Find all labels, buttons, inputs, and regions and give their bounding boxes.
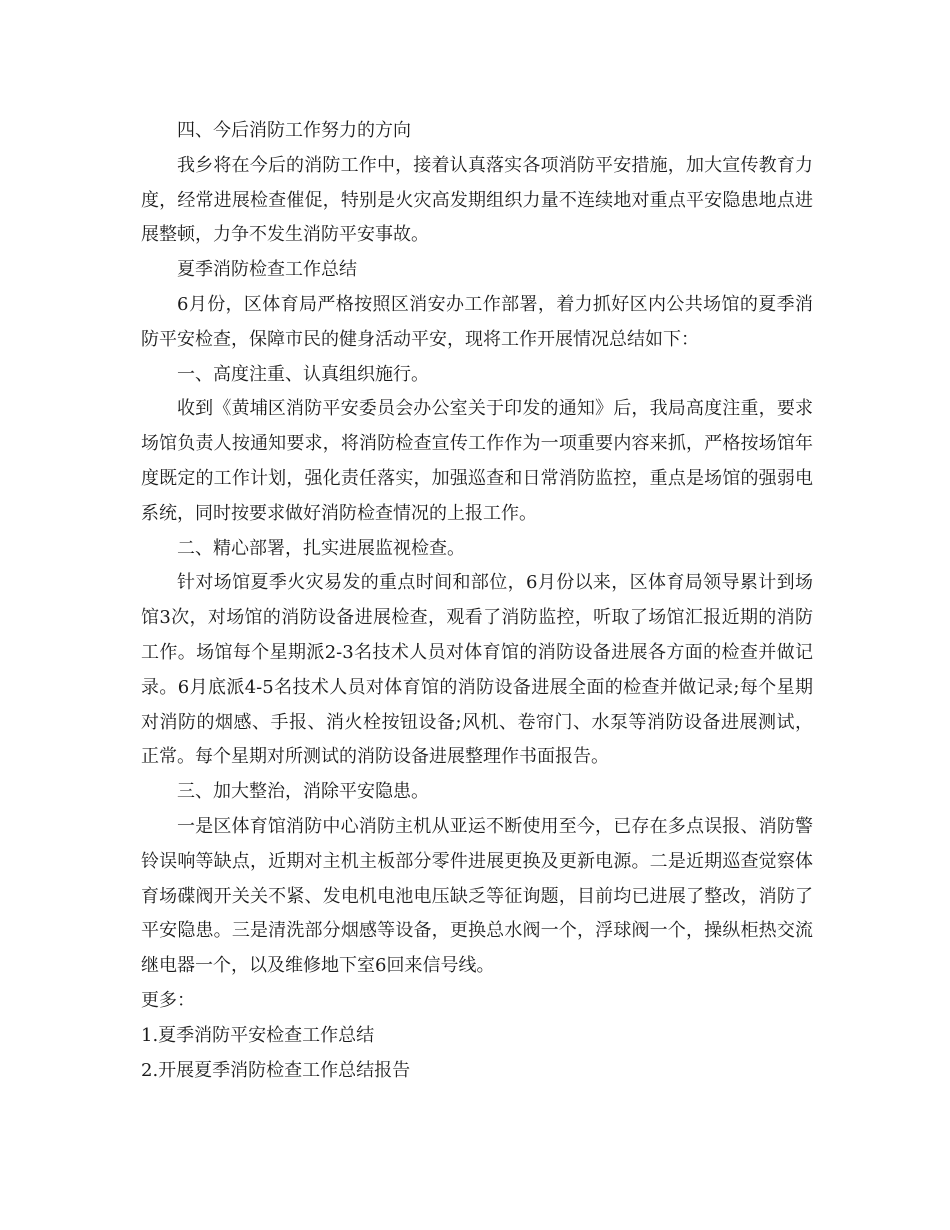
section-heading-future-direction: 四、今后消防工作努力的方向 xyxy=(177,120,411,141)
more-label: 更多： xyxy=(141,989,195,1011)
document-body xyxy=(141,114,813,1088)
section-heading-1: 一、高度注重、认真组织施行。 xyxy=(177,363,429,385)
paragraph: 一是区体育馆消防中心消防主机从亚运不断使用至今，已存在多点误报、消防警铃误响等缺点，近期对主机主板部分零件进展更换及更新电源。二是近期巡查觉察体育场碟阀开关关不紧、发电机电池电压缺乏等征询题，目前均已进展了整改，消防了平安隐患。三是清洗部分烟感等设备，更换总水阀一个，浮球阀一个，操纵柜热交流继电器一个，以及维修地下室6回来信号线。 xyxy=(141,815,813,977)
related-link[interactable]: 1.夏季消防平安检查工作总结 xyxy=(141,1024,375,1046)
related-link[interactable]: 2.开展夏季消防检查工作总结报告 xyxy=(141,1059,411,1081)
paragraph: 我乡将在今后的消防工作中，接着认真落实各项消防平安措施，加大宣传教育力度，经常进展检查催促，特别是火灾高发期组织力量不连续地对重点平安隐患地点进展整顿，力争不发生消防平安事故。 xyxy=(141,154,813,246)
paragraph: 收到《黄埔区消防平安委员会办公室关于印发的通知》后，我局高度注重，要求场馆负责人按通知要求，将消防检查宣传工作作为一项重要内容来抓，严格按场馆年度既定的工作计划，强化责任落实，加强巡查和日常消防监控，重点是场馆的强弱电系统，同时按要求做好消防检查情况的上报工作。 xyxy=(141,398,813,524)
paragraph: 6月份，区体育局严格按照区消安办工作部署，着力抓好区内公共场馆的夏季消防平安检查，保障市民的健身活动平安，现将工作开展情况总结如下： xyxy=(141,293,813,350)
section-heading-2: 二、精心部署，扎实进展监视检查。 xyxy=(177,537,465,559)
document-title: 夏季消防检查工作总结 xyxy=(177,259,357,281)
related-links-list xyxy=(141,1019,813,1089)
section-heading-3: 三、加大整治，消除平安隐患。 xyxy=(177,781,429,803)
paragraph: 针对场馆夏季火灾易发的重点时间和部位，6月份以来，区体育局领导累计到场馆3次，对场馆的消防设备进展检查，观看了消防监控，听取了场馆汇报近期的消防工作。场馆每个星期派2-3名技术人员对体育馆的消防设备进展各方面的检查并做记录。6月底派4-5名技术人员对体育馆的消防设备进展全面的检查并做记录;每个星期对消防的烟感、手报、消火栓按钮设备;风机、卷帘门、水泵等消防设备进展测试，正常。每个星期对所测试的消防设备进展整理作书面报告。 xyxy=(141,572,813,768)
